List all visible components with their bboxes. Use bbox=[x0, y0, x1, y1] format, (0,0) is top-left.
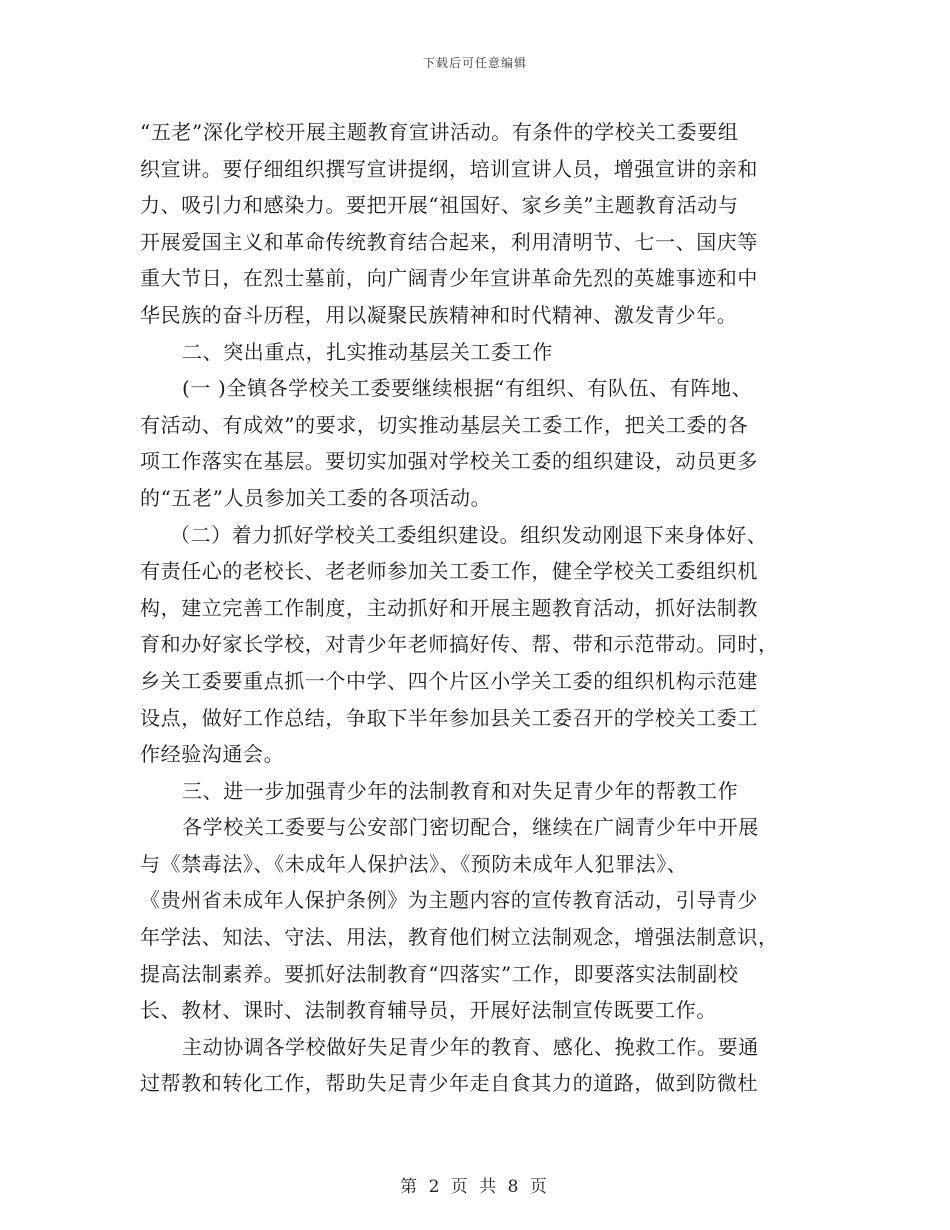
text-line: 二、突出重点，扎实推动基层关工委工作 bbox=[182, 339, 553, 364]
text-line: 过帮教和转化工作，帮助失足青少年走自食其力的道路，做到防微杜 bbox=[140, 1071, 758, 1096]
text-line: （二）着力抓好学校关工委组织建设。组织发动刚退下来身体好、 bbox=[170, 522, 768, 547]
text-line: 主动协调各学校做好失足青少年的教育、感化、挽救工作。要通 bbox=[182, 1034, 759, 1059]
text-line: 三、进一步加强青少年的法制教育和对失足青少年的帮教工作 bbox=[182, 778, 739, 803]
text-line: 项工作落实在基层。要切实加强对学校关工委的组织建设，动员更多 bbox=[140, 449, 758, 474]
section-heading-2 bbox=[140, 334, 812, 371]
text-line: “五老”深化学校开展主题教育宣讲活动。有条件的学校关工委要组 bbox=[140, 120, 739, 144]
text-line: 年学法、知法、守法、用法，教育他们树立法制观念，增强法制意识， bbox=[140, 925, 779, 950]
paragraph-1 bbox=[140, 114, 812, 334]
section-heading-3 bbox=[140, 773, 812, 810]
text-line: 作经验沟通会。 bbox=[140, 742, 285, 767]
paragraph-3 bbox=[140, 370, 812, 516]
text-line: 开展爱国主义和革命传统教育结合起来，利用清明节、七一、国庆等 bbox=[140, 229, 758, 254]
text-line: 有活动、有成效”的要求，切实推动基层关工委工作，把关工委的各 bbox=[140, 412, 749, 437]
text-line: 育和办好家长学校，对青少年老师搞好传、帮、带和示范带动。同时， bbox=[140, 632, 779, 657]
document-body bbox=[140, 114, 812, 1102]
text-line: 力、吸引力和感染力。要把开展“祖国好、家乡美”主题教育活动与 bbox=[140, 193, 739, 218]
text-line: 织宣讲。要仔细组织撰写宣讲提纲，培训宣讲人员，增强宣讲的亲和 bbox=[140, 156, 758, 181]
text-line: 提高法制素养。要抓好法制教育“四落实”工作，即要落实法制副校 bbox=[140, 961, 739, 986]
text-line: 构，建立完善工作制度，主动抓好和开展主题教育活动，抓好法制教 bbox=[140, 595, 758, 620]
text-line: 的“五老”人员参加关工委的各项活动。 bbox=[140, 485, 492, 510]
text-line: (一 )全镇各学校关工委要继续根据“有组织、有队伍、有阵地、 bbox=[182, 376, 753, 401]
text-line: 华民族的奋斗历程，用以凝聚民族精神和时代精神、激发青少年。 bbox=[140, 302, 738, 327]
text-line: 有责任心的老校长、老老师参加关工委工作，健全学校关工委组织机 bbox=[140, 559, 758, 584]
text-line: 《贵州省未成年人保护条例》为主题内容的宣传教育活动，引导青少 bbox=[140, 888, 758, 913]
text-line: 乡关工委要重点抓一个中学、四个片区小学关工委的组织机构示范建 bbox=[140, 668, 758, 693]
text-line: 重大节日，在烈士墓前，向广阔青少年宣讲革命先烈的英雄事迹和中 bbox=[140, 266, 758, 291]
page-header: 下载后可任意编辑 bbox=[422, 56, 527, 70]
paragraph-7 bbox=[140, 1029, 812, 1102]
text-line: 长、教材、课时、法制教育辅导员，开展好法制宣传既要工作。 bbox=[140, 998, 717, 1023]
page-number-footer: 第 2 页 共 8 页 bbox=[400, 1177, 550, 1197]
text-line: 设点，做好工作总结，争取下半年参加县关工委召开的学校关工委工 bbox=[140, 705, 758, 730]
paragraph-4 bbox=[140, 517, 812, 773]
text-line: 各学校关工委要与公安部门密切配合，继续在广阔青少年中开展 bbox=[182, 815, 759, 840]
text-line: 与《禁毒法》、《未成年人保护法》、《预防未成年人犯罪法》、 bbox=[140, 851, 688, 876]
paragraph-6 bbox=[140, 809, 812, 1029]
